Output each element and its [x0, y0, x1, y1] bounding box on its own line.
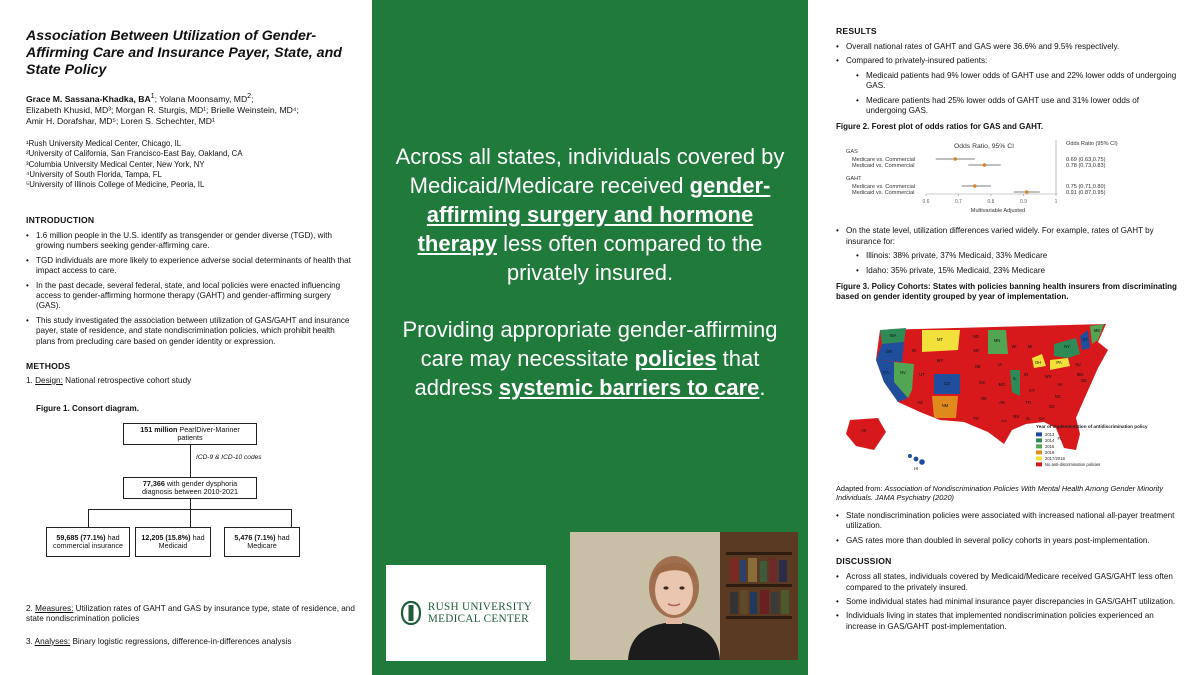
key-message [386, 142, 794, 402]
consort-mid-box: 77,366 with gender dysphoria diagnosis between 2010-2021 [123, 477, 257, 499]
consort-codes-label: ICD-9 & ICD-10 codes [196, 454, 262, 462]
rush-logo [386, 565, 546, 661]
map-state-label: NC [1054, 394, 1062, 400]
map-state-label: IA [998, 362, 1002, 368]
map-legend-label: 2016 [1045, 450, 1055, 456]
list-item: • Individuals living in states that implemented nondiscrimination policies experienced an increase in GAS/GAHT post-implementation. [836, 611, 1178, 632]
map-state-ak [846, 418, 886, 450]
map-state-label: NJ [1075, 362, 1081, 368]
map-state-label: HI [913, 466, 919, 472]
map-state-label: WI [1011, 344, 1017, 350]
map-state-label: KY [1029, 388, 1035, 394]
map-state-label: OK [980, 396, 988, 402]
map-state-label: WV [1044, 374, 1052, 380]
map-state-label: MT [936, 337, 944, 343]
list-item: • 1.6 million people in the U.S. identify as transgender or gender diverse (TGD), with growing numbers seeking gender-affirming care. [26, 231, 352, 252]
authors-line-1: Grace M. Sassana-Khadka, $BA^1$; Yolana Moonsamy, $MD^2$; [26, 92, 254, 104]
methods-continued [26, 604, 356, 659]
logo-line-2: MEDICAL CENTER [427, 613, 529, 625]
map-legend-swatch [1036, 456, 1042, 460]
figure-2-caption: Figure 2. Forest plot of odds ratios for GAS and GAHT. [836, 122, 1044, 132]
forest-point [953, 158, 957, 162]
map-legend-swatch [1036, 462, 1042, 466]
affiliation: ⁵University of Illinois College of Medicine, Peoria, IL [26, 180, 205, 190]
introduction-heading: INTRODUCTION [26, 214, 95, 225]
results-list [836, 42, 1178, 116]
methods-heading: METHODS [26, 360, 71, 371]
map-state-label: WY [936, 358, 944, 364]
consort-connector [291, 509, 292, 527]
affiliation: ³Columbia University Medical Center, New York, NY [26, 159, 205, 169]
map-state-label: MO [998, 382, 1006, 388]
forest-plot [836, 138, 1176, 218]
map-state-label: CA [883, 370, 889, 376]
key-message-panel [372, 0, 808, 675]
methods-analyses: 3. Analyses: Binary logistic regressions, difference-in-differences analysis [26, 636, 292, 646]
policy-results-list [836, 511, 1178, 546]
map-state-label: AL [1025, 416, 1031, 422]
logo-line-1: RUSH UNIVERSITY [427, 601, 533, 613]
list-item: • Across all states, individuals covered by Medicaid/Medicare received GAS/GAHT less often compared to the privately insured. [836, 572, 1178, 593]
map-state-label: AK [861, 428, 867, 434]
map-state-label: WA [889, 333, 897, 339]
forest-tick-label: 1 [1054, 199, 1058, 206]
map-state-label: NE [975, 364, 981, 370]
map-legend-label: 2014 [1045, 438, 1055, 444]
map-state-label: CO [943, 381, 951, 387]
map-state-label: FL [1057, 436, 1063, 442]
consort-top-box: 151 million PearlDiver-Mariner patients [123, 423, 257, 445]
results-heading: RESULTS [836, 26, 877, 36]
map-state-label: LA [1001, 418, 1007, 424]
authors-line-3: Amir H. Dorafshar, MD⁵; Loren S. Schechter, MD¹ [26, 115, 215, 126]
list-item: • Illinois: 38% private, 37% Medicaid, 33% Medicare [856, 251, 1178, 261]
forest-plot-title: Odds Ratio, 95% CI [953, 143, 1015, 151]
consort-connector [88, 509, 89, 527]
forest-plot-header-right: Odds Ratio (95% CI) [1066, 141, 1118, 148]
results-sublist [846, 71, 1178, 117]
map-legend-label: 2015 [1045, 444, 1055, 450]
discussion-list [836, 572, 1178, 632]
presenter-video-frame [570, 532, 798, 660]
discussion-heading: DISCUSSION [836, 556, 892, 567]
map-state-label: KS [979, 380, 985, 386]
map-legend-label: 2017/2018 [1045, 456, 1065, 462]
consort-connector [190, 445, 191, 477]
list-item: • State nondiscrimination policies were associated with increased national all-payer treatment utilization. [836, 511, 1178, 532]
presenter-video [570, 532, 798, 660]
map-state-label: DE [1081, 378, 1087, 384]
map-source: Adapted from: Association of Nondiscrimination Policies With Mental Health Among Gender Minority Individuals. JAMA Psychiatry (2020) [836, 484, 1164, 503]
forest-tick-label: 0.9 [1020, 199, 1027, 206]
forest-row-label: Medicaid vs. Commercial [852, 190, 915, 197]
map-state-label: VA [1057, 382, 1063, 388]
map-legend-label: No anti-discrimination policies [1045, 462, 1101, 468]
forest-plot-svg [836, 138, 1176, 218]
list-item: • In the past decade, several federal, state, and local policies were enacted influencing access to gender-affirming hormone therapy (GAHT) and gender-affirming surgery (GAS). [26, 281, 352, 312]
list-item: • Medicare patients had 25% lower odds of GAHT use and 31% lower odds of undergoing GAS. [856, 96, 1178, 117]
introduction-list [26, 231, 352, 347]
map-state-label: NV [900, 370, 906, 376]
map-legend-title: Year of implementation of antidiscrimination policy [1036, 424, 1148, 430]
consort-connector [190, 509, 191, 527]
map-state-label: OH [1034, 360, 1042, 366]
map-state-label: AZ [917, 400, 923, 406]
state-results-list [836, 226, 1178, 276]
map-legend-swatch [1036, 450, 1042, 454]
forest-point [983, 164, 987, 168]
map-state-label: SD [973, 348, 979, 354]
map-state-label: IN [1023, 372, 1029, 378]
forest-point [973, 185, 977, 189]
methods-design: 1. Design: National retrospective cohort study [26, 375, 192, 385]
map-legend-label: 2013 [1045, 432, 1055, 438]
forest-xlabel: Multivariable Adjusted [970, 208, 1026, 215]
affiliation: ⁴University of South Florida, Tampa, FL [26, 170, 162, 180]
map-state-label: ND [972, 334, 980, 340]
forest-row-value: 0.75 (0.71,0.80) [1066, 184, 1106, 191]
map-state-label: AR [999, 400, 1005, 406]
map-state-label: ID [911, 348, 917, 354]
map-state-hi [908, 454, 912, 458]
consort-diagram [26, 423, 356, 573]
list-item: • Overall national rates of GAHT and GAS were 36.6% and 9.5% respectively. [836, 42, 1178, 52]
list-item: • This study investigated the association between utilization of GAS/GAHT and insurance payer, state of residence, and state nondiscrimination policies, which prohibit health plans from precluding care based on gender identity or expression. [26, 316, 352, 347]
forest-group-gaht: GAHT [846, 176, 862, 183]
figure-1-caption: Figure 1. Consort diagram. [36, 404, 139, 414]
methods-measures: 2. Measures: Utilization rates of GAHT and GAS by insurance type, state of residence, and state nondiscrimination policies [26, 604, 355, 624]
consort-commercial-box: 59,685 (77.1%) had commercial insurance [46, 527, 130, 557]
map-state-label: MN [993, 338, 1001, 344]
forest-point [1025, 191, 1029, 195]
map-state-label: NY [1064, 344, 1070, 350]
map-state-label: VT [1082, 337, 1088, 343]
forest-row-label: Medicare vs. Commercial [852, 157, 916, 164]
figure-3-caption: Figure 3. Policy Cohorts: States with policies banning health insurers from discriminating based on gender identity grouped by year of implementation. [836, 282, 1177, 302]
map-state-label: OR [885, 349, 893, 355]
consort-connector [190, 499, 191, 509]
map-state-label: MI [1027, 344, 1033, 350]
map-state-label: MD [1076, 372, 1084, 378]
list-item: • GAS rates more than doubled in several policy cohorts in years post-implementation. [836, 536, 1178, 546]
map-state-label: MS [1012, 414, 1020, 420]
forest-tick-label: 0.7 [955, 199, 962, 206]
map-state-label: ME [1093, 328, 1101, 334]
forest-row-label: Medicare vs. Commercial [852, 184, 916, 191]
map-state-label: PA [1056, 360, 1062, 366]
map-state-label: UT [919, 372, 925, 378]
left-column [0, 0, 372, 675]
list-item: • Medicaid patients had 9% lower odds of GAHT use and 22% lower odds of undergoing GAS. [856, 71, 1178, 92]
key-message-1: Across all states, individuals covered by Medicaid/Medicare received gender-affirming surgery and hormone therapy less often compared to the privately insured. [395, 144, 785, 285]
author-list [26, 91, 352, 127]
map-state-label: SC [1049, 404, 1055, 410]
forest-group-gas: GAS [846, 149, 858, 156]
forest-tick-label: 0.6 [922, 199, 930, 206]
right-column [808, 0, 1200, 675]
map-state-label: GA [1038, 416, 1046, 422]
map-state-label: NM [941, 403, 949, 409]
policy-map [836, 308, 1148, 478]
list-item: • Idaho: 35% private, 15% Medicaid, 23% Medicare [856, 266, 1178, 276]
map-state-label: TX [973, 416, 979, 422]
affiliation: ²University of California, San Francisco-East Bay, Oakland, CA [26, 149, 243, 159]
rush-shield-icon [400, 600, 422, 626]
list-item: • Compared to privately-insured patients: • Medicaid patients had 9% lower odds of GAHT use and 22% lower odds of undergoing GAS. • Medicare patients had 25% lower odds of GAHT use and 31% lower odds of undergoing GAS. [836, 56, 1178, 116]
authors-line-2: Elizabeth Khusid, MD³; Morgan R. Sturgis, MD¹; Brielle Weinstein, MD⁴; [26, 104, 299, 115]
affiliation: ¹Rush University Medical Center, Chicago, IL [26, 138, 182, 148]
poster-title: Association Between Utilization of Gender-Affirming Care and Insurance Payer, State, and State Policy [26, 28, 342, 78]
key-message-2: Providing appropriate gender-affirming care may necessitate policies that address systemic barriers to care. [402, 317, 778, 400]
list-item: • Some individual states had minimal insurance payer discrepancies in GAS/GAHT utilization. [836, 597, 1178, 607]
list-item: • TGD individuals are more likely to experience adverse social determinants of health that impact access to care. [26, 256, 352, 277]
map-state-label: TN [1025, 400, 1031, 406]
forest-row-value: 0.69 (0.63,0.75) [1066, 157, 1106, 164]
map-state-label: IL [1013, 376, 1017, 382]
us-policy-map [836, 308, 1148, 478]
map-legend-swatch [1036, 432, 1042, 436]
list-item: • On the state level, utilization differences varied widely. For example, rates of GAHT by insurance for: • Illinois: 38% private, 37% Medicaid, 33% Medicare • Idaho: 35% private, 15% Medicaid, 23% Medicare [836, 226, 1178, 276]
forest-row-label: Medicaid vs. Commercial [852, 163, 915, 170]
consort-medicare-box: 5,476 (7.1%) had Medicare [224, 527, 300, 557]
map-legend-swatch [1036, 438, 1042, 442]
map-legend-swatch [1036, 444, 1042, 448]
affiliations [26, 139, 352, 191]
forest-tick-label: 0.8 [987, 199, 995, 206]
consort-medicaid-box: 12,205 (15.8%) had Medicaid [135, 527, 211, 557]
forest-row-value: 0.78 (0.73,0.83) [1066, 163, 1106, 170]
forest-row-value: 0.91 (0.87,0.95) [1066, 190, 1106, 197]
state-sublist [846, 251, 1178, 276]
